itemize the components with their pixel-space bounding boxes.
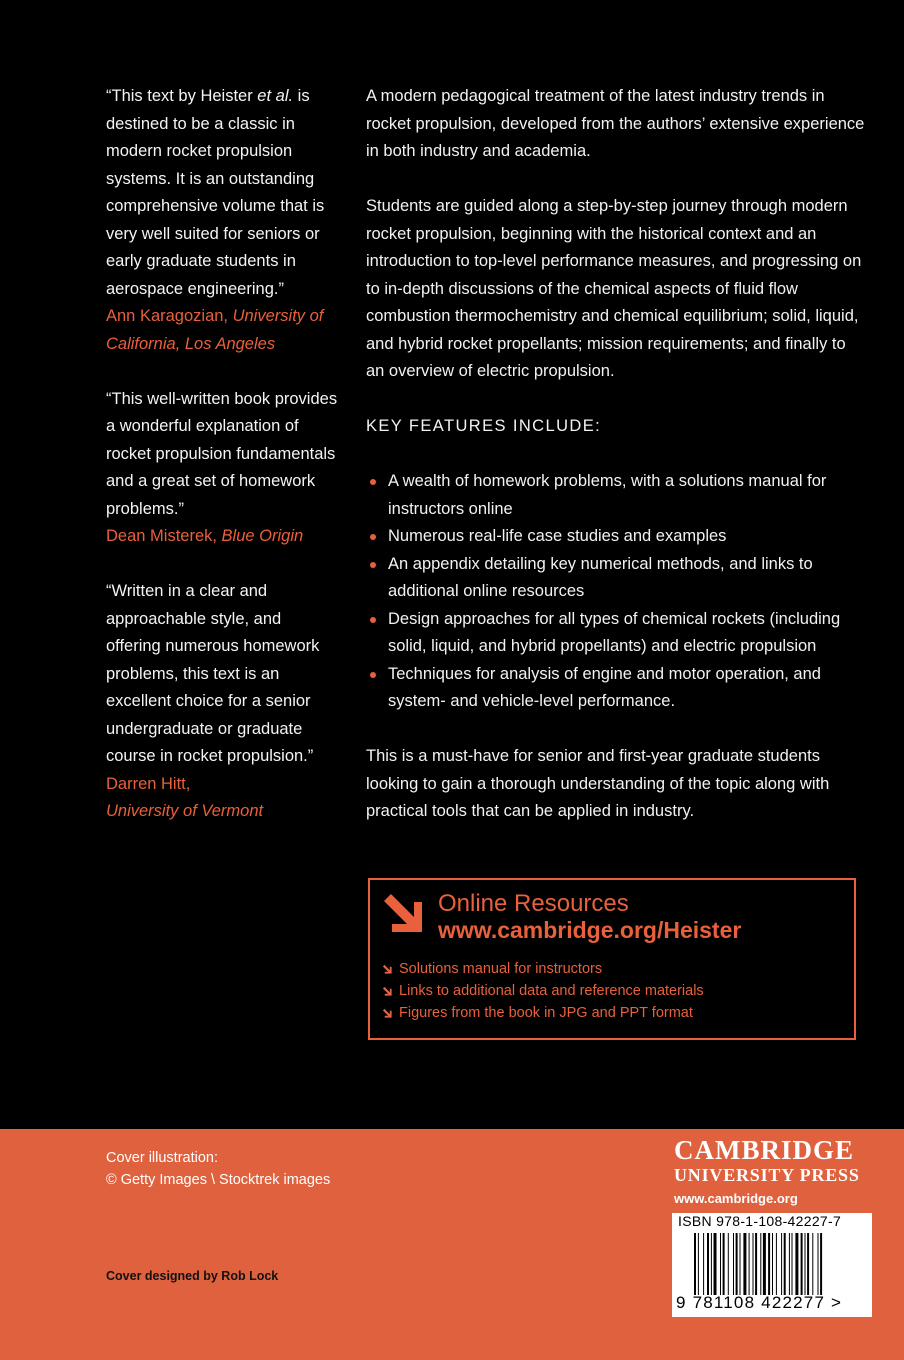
footer-band [0, 1129, 904, 1360]
bullet-icon [370, 672, 376, 678]
quote-2-attribution: Dean Misterek, Blue Origin [106, 527, 304, 545]
book-description [366, 83, 866, 853]
arrow-down-right-icon [382, 964, 393, 975]
publisher-url[interactable]: www.cambridge.org [674, 1191, 798, 1206]
intro-paragraph: A modern pedagogical treatment of the latest industry trends in rocket propulsion, developed from the authors’ extensive experience in both industry and academia. [366, 87, 865, 160]
cover-illustration-credit: Cover illustration: © Getty Images \ Stocktrek images [106, 1150, 331, 1188]
bullet-icon [370, 562, 376, 568]
online-resources-url[interactable]: www.cambridge.org/Heister [438, 917, 742, 943]
quote-1: “This text by Heister et al. is destined to be a classic in modern rocket propulsion systems. It is an outstanding comprehensive volume that is very well suited for seniors or early graduate students in aerospace engineering.” [106, 87, 325, 298]
isbn-label: ISBN 978-1-108-42227-7 [678, 1213, 842, 1229]
barcode-bars [694, 1233, 864, 1295]
list-item: Techniques for analysis of engine and motor operation, and system- and vehicle-level performance. [366, 661, 866, 716]
key-features-list [366, 468, 866, 716]
list-item: Links to additional data and reference materials [382, 980, 704, 1002]
list-item: Design approaches for all types of chemical rockets (including solid, liquid, and hybrid propellants) and electric propulsion [366, 606, 866, 661]
arrow-down-right-icon [382, 1008, 393, 1019]
endorsements [106, 83, 338, 853]
quote-2: “This well-written book provides a wonderful explanation of rocket propulsion fundamentals and a great set of homework problems.” [106, 389, 338, 518]
arrow-down-right-icon [380, 890, 428, 938]
publisher-logo: CAMBRIDGE UNIVERSITY PRESS www.cambridge.org [674, 1135, 860, 1209]
online-resources-title: Online Resources [438, 890, 629, 917]
journey-paragraph: Students are guided along a step-by-step journey through modern rocket propulsion, beginning with the historical context and an introduction to top-level performance measures, and progressing on to in-depth discussions of the chemical aspects of fluid flow combustion thermochemistry and chemical equilibrium; solid, liquid, and hybrid rocket propellants; mission requirements; and finally to an overview of electric propulsion. [366, 197, 862, 380]
resource-list [382, 958, 704, 1024]
list-item: Numerous real-life case studies and examples [366, 523, 866, 551]
closing-paragraph: This is a must-have for senior and first-year graduate students looking to gain a thorough understanding of the topic along with practical tools that can be applied in industry. [366, 747, 830, 820]
list-item: Figures from the book in JPG and PPT format [382, 1002, 704, 1024]
cover-designer-credit: Cover designed by Rob Lock [106, 1269, 279, 1283]
bullet-icon [370, 617, 376, 623]
quote-3: “Written in a clear and approachable style, and offering numerous homework problems, this text is an excellent choice for a senior undergraduate or graduate course in rocket propulsion.” [106, 582, 320, 765]
isbn-barcode [672, 1213, 872, 1317]
barcode-number: 9 781108 422277 > [676, 1293, 843, 1312]
key-features-heading: KEY FEATURES INCLUDE: [366, 417, 602, 435]
bullet-icon [370, 534, 376, 540]
list-item: A wealth of homework problems, with a solutions manual for instructors online [366, 468, 866, 523]
quote-1-attribution: Ann Karagozian, University of California, Los Angeles [106, 307, 324, 353]
arrow-down-right-icon [382, 986, 393, 997]
quote-3-attribution: Darren Hitt, University of Vermont [106, 774, 264, 820]
list-item: Solutions manual for instructors [382, 958, 704, 980]
bullet-icon [370, 479, 376, 485]
online-resources-box [368, 878, 856, 1040]
list-item: An appendix detailing key numerical methods, and links to additional online resources [366, 551, 866, 606]
